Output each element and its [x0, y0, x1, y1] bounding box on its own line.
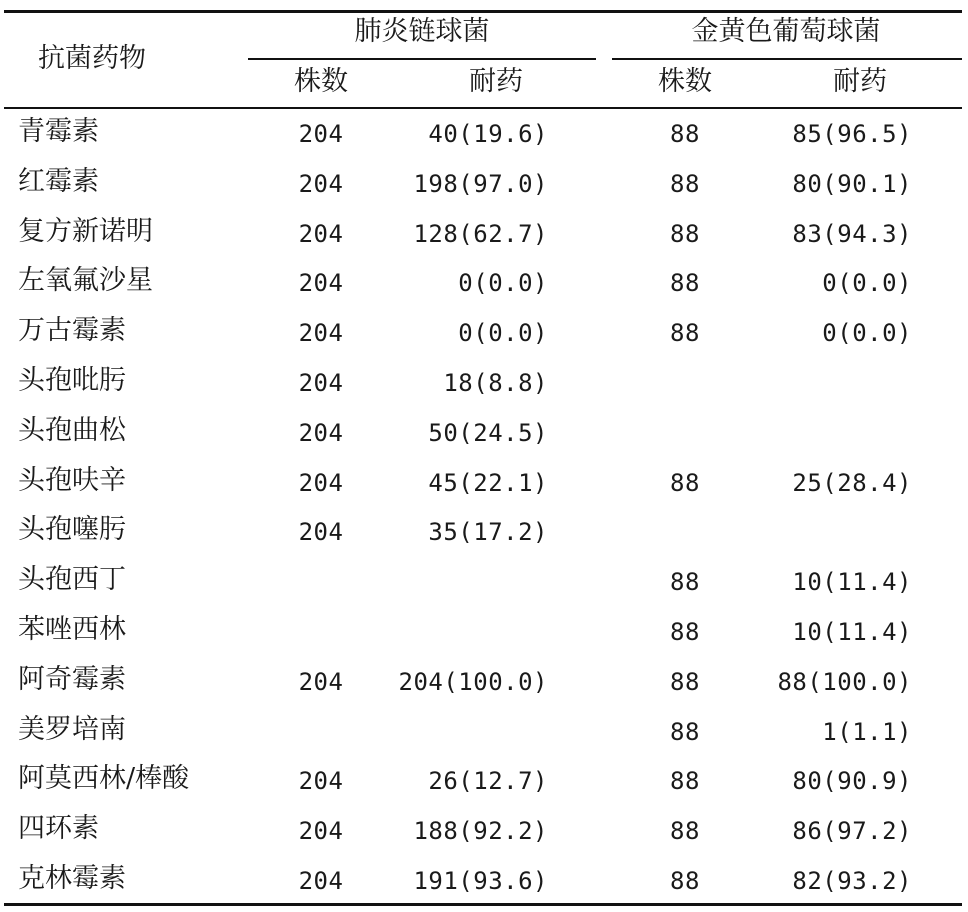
pneumoniae-count-cell: 204: [298, 369, 344, 397]
aureus-count-cell: 88: [670, 269, 700, 298]
pneumoniae-count-cell: 204: [298, 319, 344, 348]
drug-name-cell: 头孢吡肟: [18, 365, 126, 396]
table-bottom-rule: [4, 903, 962, 906]
aureus-resist-cell: 88(100.0): [777, 667, 912, 696]
aureus-resist-cell: 0(0.0): [822, 319, 912, 348]
pneumoniae-count-cell: 204: [298, 817, 344, 846]
aureus-resist-cell: 86(97.2): [792, 817, 912, 846]
pneumoniae-count-cell: 204: [298, 120, 344, 148]
pneumoniae-resist-cell: 0(0.0): [458, 319, 548, 348]
aureus-count-cell: 88: [670, 767, 700, 796]
drug-name-cell: 美罗培南: [18, 713, 126, 745]
pneumoniae-count-cell: 204: [298, 667, 344, 696]
pneumoniae-resist-cell: 18(8.8): [443, 369, 548, 397]
aureus-count-cell: 88: [670, 568, 700, 597]
group-pneumoniae-rule: [248, 58, 596, 60]
header-group-pneumoniae: 肺炎链球菌: [354, 16, 490, 47]
drug-name-cell: 四环素: [18, 813, 99, 845]
pneumoniae-resist-cell: 26(12.7): [428, 767, 548, 796]
pneumoniae-resist-cell: 128(62.7): [413, 219, 548, 248]
header-count-2: 株数: [658, 66, 712, 97]
aureus-resist-cell: 80(90.1): [792, 169, 912, 198]
aureus-resist-cell: 83(94.3): [792, 219, 912, 248]
aureus-resist-cell: 80(90.9): [792, 767, 912, 796]
drug-name-cell: 红霉素: [18, 165, 99, 197]
drug-name-cell: 阿奇霉素: [18, 663, 126, 695]
pneumoniae-count-cell: 204: [298, 468, 344, 497]
drug-name-cell: 头孢噻肟: [18, 514, 126, 546]
drug-name-cell: 克林霉素: [18, 863, 126, 894]
pneumoniae-count-cell: 204: [298, 169, 344, 198]
aureus-resist-cell: 25(28.4): [792, 468, 912, 497]
drug-name-cell: 阿莫西林/棒酸: [18, 763, 190, 795]
pneumoniae-count-cell: 204: [298, 867, 344, 895]
aureus-resist-cell: 82(93.2): [792, 867, 912, 895]
aureus-count-cell: 88: [670, 120, 700, 148]
drug-name-cell: 苯唑西林: [18, 614, 126, 645]
aureus-count-cell: 88: [670, 319, 700, 348]
group-aureus-rule: [612, 58, 962, 60]
pneumoniae-resist-cell: 188(92.2): [413, 817, 548, 846]
header-group-aureus: 金黄色葡萄球菌: [691, 16, 881, 47]
table-header-rule: [4, 107, 962, 109]
pneumoniae-resist-cell: 50(24.5): [428, 418, 548, 447]
drug-name-cell: 万古霉素: [18, 315, 126, 347]
table-top-rule: [4, 10, 962, 13]
aureus-resist-cell: 85(96.5): [792, 120, 912, 148]
pneumoniae-resist-cell: 0(0.0): [458, 269, 548, 298]
aureus-count-cell: 88: [670, 667, 700, 696]
aureus-resist-cell: 10(11.4): [792, 568, 912, 597]
drug-name-cell: 头孢曲松: [18, 414, 126, 446]
pneumoniae-count-cell: 204: [298, 418, 344, 447]
header-count-1: 株数: [294, 66, 348, 97]
aureus-count-cell: 88: [670, 468, 700, 497]
pneumoniae-resist-cell: 191(93.6): [413, 867, 548, 895]
header-drug: 抗菌药物: [38, 43, 146, 74]
aureus-count-cell: 88: [670, 817, 700, 846]
drug-name-cell: 头孢西丁: [18, 564, 126, 596]
pneumoniae-count-cell: 204: [298, 518, 344, 547]
pneumoniae-resist-cell: 198(97.0): [413, 169, 548, 198]
pneumoniae-resist-cell: 204(100.0): [398, 667, 548, 696]
aureus-count-cell: 88: [670, 717, 700, 746]
aureus-resist-cell: 1(1.1): [822, 717, 912, 746]
aureus-count-cell: 88: [670, 618, 700, 646]
drug-name-cell: 左氧氟沙星: [18, 265, 153, 297]
pneumoniae-count-cell: 204: [298, 269, 344, 298]
drug-name-cell: 青霉素: [18, 116, 99, 147]
aureus-count-cell: 88: [670, 219, 700, 248]
pneumoniae-resist-cell: 35(17.2): [428, 518, 548, 547]
pneumoniae-count-cell: 204: [298, 219, 344, 248]
pneumoniae-resist-cell: 40(19.6): [428, 120, 548, 148]
header-resist-1: 耐药: [469, 66, 523, 97]
aureus-count-cell: 88: [670, 867, 700, 895]
drug-name-cell: 头孢呋辛: [18, 464, 126, 496]
aureus-resist-cell: 0(0.0): [822, 269, 912, 298]
pneumoniae-count-cell: 204: [298, 767, 344, 796]
aureus-resist-cell: 10(11.4): [792, 618, 912, 646]
aureus-count-cell: 88: [670, 169, 700, 198]
drug-name-cell: 复方新诺明: [18, 215, 153, 247]
header-resist-2: 耐药: [833, 66, 887, 97]
pneumoniae-resist-cell: 45(22.1): [428, 468, 548, 497]
